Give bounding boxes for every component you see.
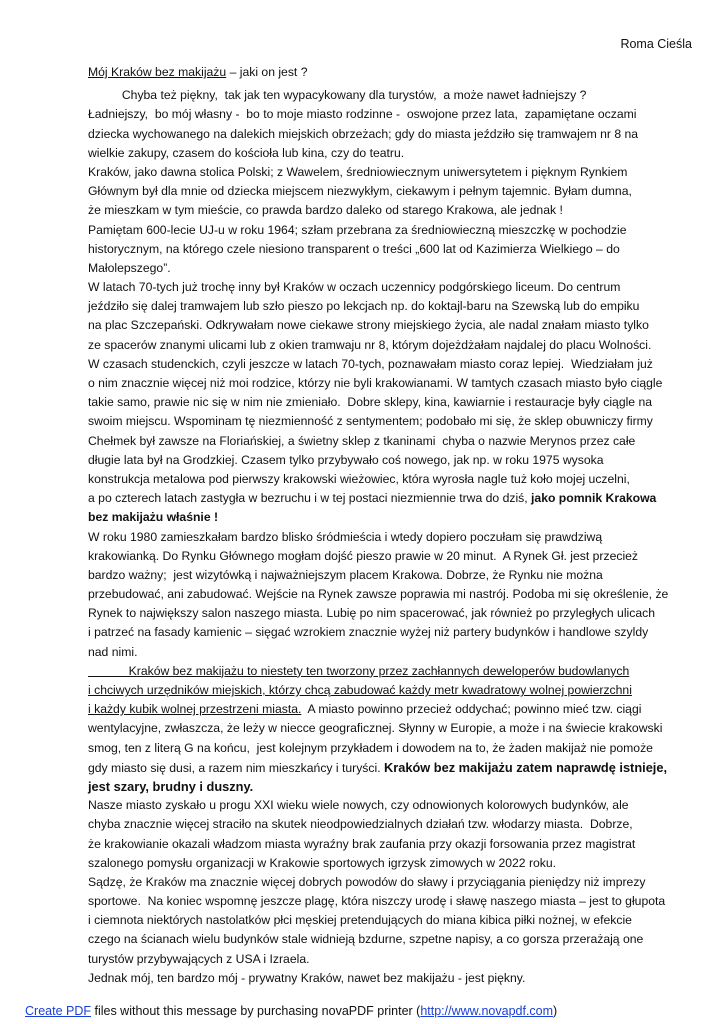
text-line: krakowianką. Do Rynku Głównego mogłam dojść pieszo prawie w 20 minut. A Rynek Gł. jest przecież xyxy=(88,548,639,563)
text-line: sportowe. Na koniec wspomnę jeszcze plagę, która niszczy urodę i sławę naszego miasta – jest to głupota xyxy=(88,894,666,909)
text-line: nad nimi. xyxy=(88,644,138,659)
text-line: i ciemnota niektórych nastolatków płci męskiej pretendujących do miana kibica piłki nożnej, w efekcie xyxy=(88,913,632,928)
text-line: wielkie zakupy, czasem do kościoła lub kina, czy do teatru. xyxy=(88,145,405,160)
text-line: wentylacyjne, zwłaszcza, że leży w niecce geograficznej. Słynny w Europie, a może i na świecie krakowski xyxy=(88,721,663,736)
text-line: Ładniejszy, bo mój własny - bo to moje miasto rodzinne - oswojone przez lata, zapamiętane oczami xyxy=(88,107,637,122)
text-line: jeździło się dalej tramwajem lub szło pieszo po lekcjach np. do koktajl-baru na Szewską lub do empiku xyxy=(88,299,640,314)
pdf-footer xyxy=(25,1004,557,1018)
text-span: A miasto powinno przecież oddychać; powinno mieć tzw. ciągi xyxy=(301,702,642,717)
text-line: Nasze miasto zyskało u progu XXI wieku wiele nowych, czy odnowionych kolorowych budynków, ale xyxy=(88,798,629,813)
text-line: dziecka wychowanego na dalekich miejskich obrzeżach; gdy do miasta jeździło się tramwajem nr 8 na xyxy=(88,126,639,141)
text-line: o nim znacznie więcej niż moi rodzice, którzy nie byli krakowianami. W tamtych czasach miasto było ciągle xyxy=(88,376,663,390)
text-line: konstrukcja metalowa pod pierwszy krakowski wieżowiec, która wyrosła nagle tuż koło mojej uczelni, xyxy=(88,471,630,486)
text-line: czego na ścianach wielu budynków stale widnieją bzdurne, szpetne napisy, a co gorsza przerażają one xyxy=(88,932,644,947)
text-line: Chyba też piękny, tak jak ten wypacykowany dla turystów, a może nawet ładniejszy ? xyxy=(88,88,587,103)
text-line: na plac Szczepański. Odkrywałam nowe ciekawe strony miejskiego życia, ale nadal znałam miasto tylko xyxy=(88,318,649,333)
text-line: Małolepszego”. xyxy=(88,260,171,275)
text-line: smog, ten z literą G na końcu, jest kolejnym przykładem i dowodem na to, że żaden makijaż nie pomoże xyxy=(88,740,653,755)
underlined-line: i chciwych urzędników miejskich, którzy chcą zabudować każdy metr kwadratowy wolnej powierzchni xyxy=(88,683,632,697)
underlined-line: Kraków bez makijażu to niestety ten tworzony przez zachłannych deweloperów budowlanych xyxy=(88,663,630,678)
text-line: przebudować, ani zabudować. Wejście na Rynek zawsze poprawia mi nastrój. Podoba mi się określenie, że xyxy=(88,587,669,602)
bold-text-line: jest szary, brudny i duszny. xyxy=(88,778,254,794)
paragraph-block-2 xyxy=(88,528,688,662)
text-line xyxy=(88,758,688,777)
bold-text: Kraków bez makijażu zatem naprawdę istnieje, xyxy=(383,759,668,775)
text-line xyxy=(88,489,688,508)
create-pdf-link[interactable]: Create PDF xyxy=(25,1004,91,1018)
text-line: Jednak mój, ten bardzo mój - prywatny Kraków, nawet bez makijażu - jest piękny. xyxy=(88,970,526,985)
text-line: historycznym, na którego czele niesiono transparent o treści „600 lat od Kazimierza Wielkiego – do xyxy=(88,241,620,256)
bold-text: jako pomnik Krakowa xyxy=(531,491,657,506)
text-span: a po czterech latach zastygła w bezruchu i w tej postaci niezmiennie trwa do dziś, xyxy=(88,491,532,506)
paragraph-block-1 xyxy=(88,86,688,489)
text-line: turystów przybywających z USA i Izraela. xyxy=(88,951,310,966)
article-title xyxy=(88,63,688,82)
text-line: że krakowianie okazali władzom miasta wyraźny brak zaufania przy okazji forsowania przez magistrat xyxy=(88,836,636,851)
bold-text-line: bez makijażu właśnie ! xyxy=(88,510,219,525)
title-main: Mój Kraków bez makijażu xyxy=(88,65,227,79)
novapdf-link[interactable]: http://www.novapdf.com xyxy=(420,1004,554,1018)
text-line: W latach 70-tych już trochę inny był Kraków w oczach uczennicy podgórskiego liceum. Do centrum xyxy=(88,280,621,295)
text-line: że mieszkam w tym mieście, co prawda bardzo daleko od starego Krakowa, ale jednak ! xyxy=(88,203,563,218)
footer-text: files without this message by purchasing novaPDF printer ( xyxy=(91,1004,421,1018)
paragraph-block-3 xyxy=(88,719,688,757)
text-line: takie samo, prawie nic się w nim nie zmieniało. Dobre sklepy, kina, kawiarnie i restauracje były ciągle na xyxy=(88,395,653,410)
text-line: Pamiętam 600-lecie UJ-u w roku 1964; szłam przebrana za średniowieczną mieszczkę w pochodzie xyxy=(88,222,627,237)
text-line: chyba znacznie więcej straciło na skutek nieodpowiedzialnych działań tzw. włodarzy miasta. Dobrze, xyxy=(88,817,633,832)
text-line: Sądzę, że Kraków ma znacznie więcej dobrych powodów do sławy i przyciągania pieniędzy niż imprezy xyxy=(88,874,646,889)
text-line xyxy=(88,700,688,719)
text-line: ze spacerów znanymi ulicami lub z okien tramwaju nr 8, którym dojeżdżałam najdalej do placu Wolności. xyxy=(88,337,652,352)
title-sub: – jaki on jest ? xyxy=(226,65,308,79)
text-line: szalonego pomysłu organizacji w Krakowie sportowych igrzysk zimowych w 2022 roku. xyxy=(88,855,557,870)
text-line: W czasach studenckich, czyli jeszcze w latach 70-tych, poznawałam miasto coraz lepiej. Wiedziałam już xyxy=(88,356,653,371)
footer-text-end: ) xyxy=(553,1004,558,1018)
article-body xyxy=(88,63,688,988)
text-span: gdy miasto się dusi, a razem nim mieszkańcy i turyści. xyxy=(88,760,384,775)
paragraph-block-4 xyxy=(88,796,688,988)
text-line: swoim miejscu. Wspominam tę niezmienność z sentymentem; podobało mi się, że sklep obuwniczy firmy xyxy=(88,414,653,429)
text-line: bardzo ważny; jest wizytówką i najważniejszym placem Krakowa. Dobrze, że Rynku nie można xyxy=(88,567,603,582)
text-line: długie lata był na Grodzkiej. Czasem tylko przybywało coś nowego, jak np. w roku 1975 wysoka xyxy=(88,452,604,467)
text-line: Rynek to największy salon naszego miasta. Lubię po nim spacerować, jak również po przyległych ulicach xyxy=(88,606,655,621)
text-line: i patrzeć na fasady kamienic – sięgać wzrokiem znacznie wyżej niż partery budynków i handlowe szyldy xyxy=(88,625,649,640)
text-line: Chełmek był zawsze na Floriańskiej, a świetny sklep z tkaninami chyba o nazwie Merynos przez całe xyxy=(88,433,636,448)
underlined-text: i każdy kubik wolnej przestrzeni miasta. xyxy=(88,702,302,717)
text-line: Głównym był dla mnie od dziecka miejscem niezwykłym, ciekawym i pełnym tajemnic. Byłam dumna, xyxy=(88,184,632,199)
text-line: Kraków, jako dawna stolica Polski; z Wawelem, średniowiecznym uniwersytetem i pięknym Rynkiem xyxy=(88,164,628,179)
author-name: Roma Cieśla xyxy=(620,37,692,51)
text-line: W roku 1980 zamieszkałam bardzo blisko śródmieścia i wtedy dopiero poczułam się prawdziwą xyxy=(88,529,603,544)
